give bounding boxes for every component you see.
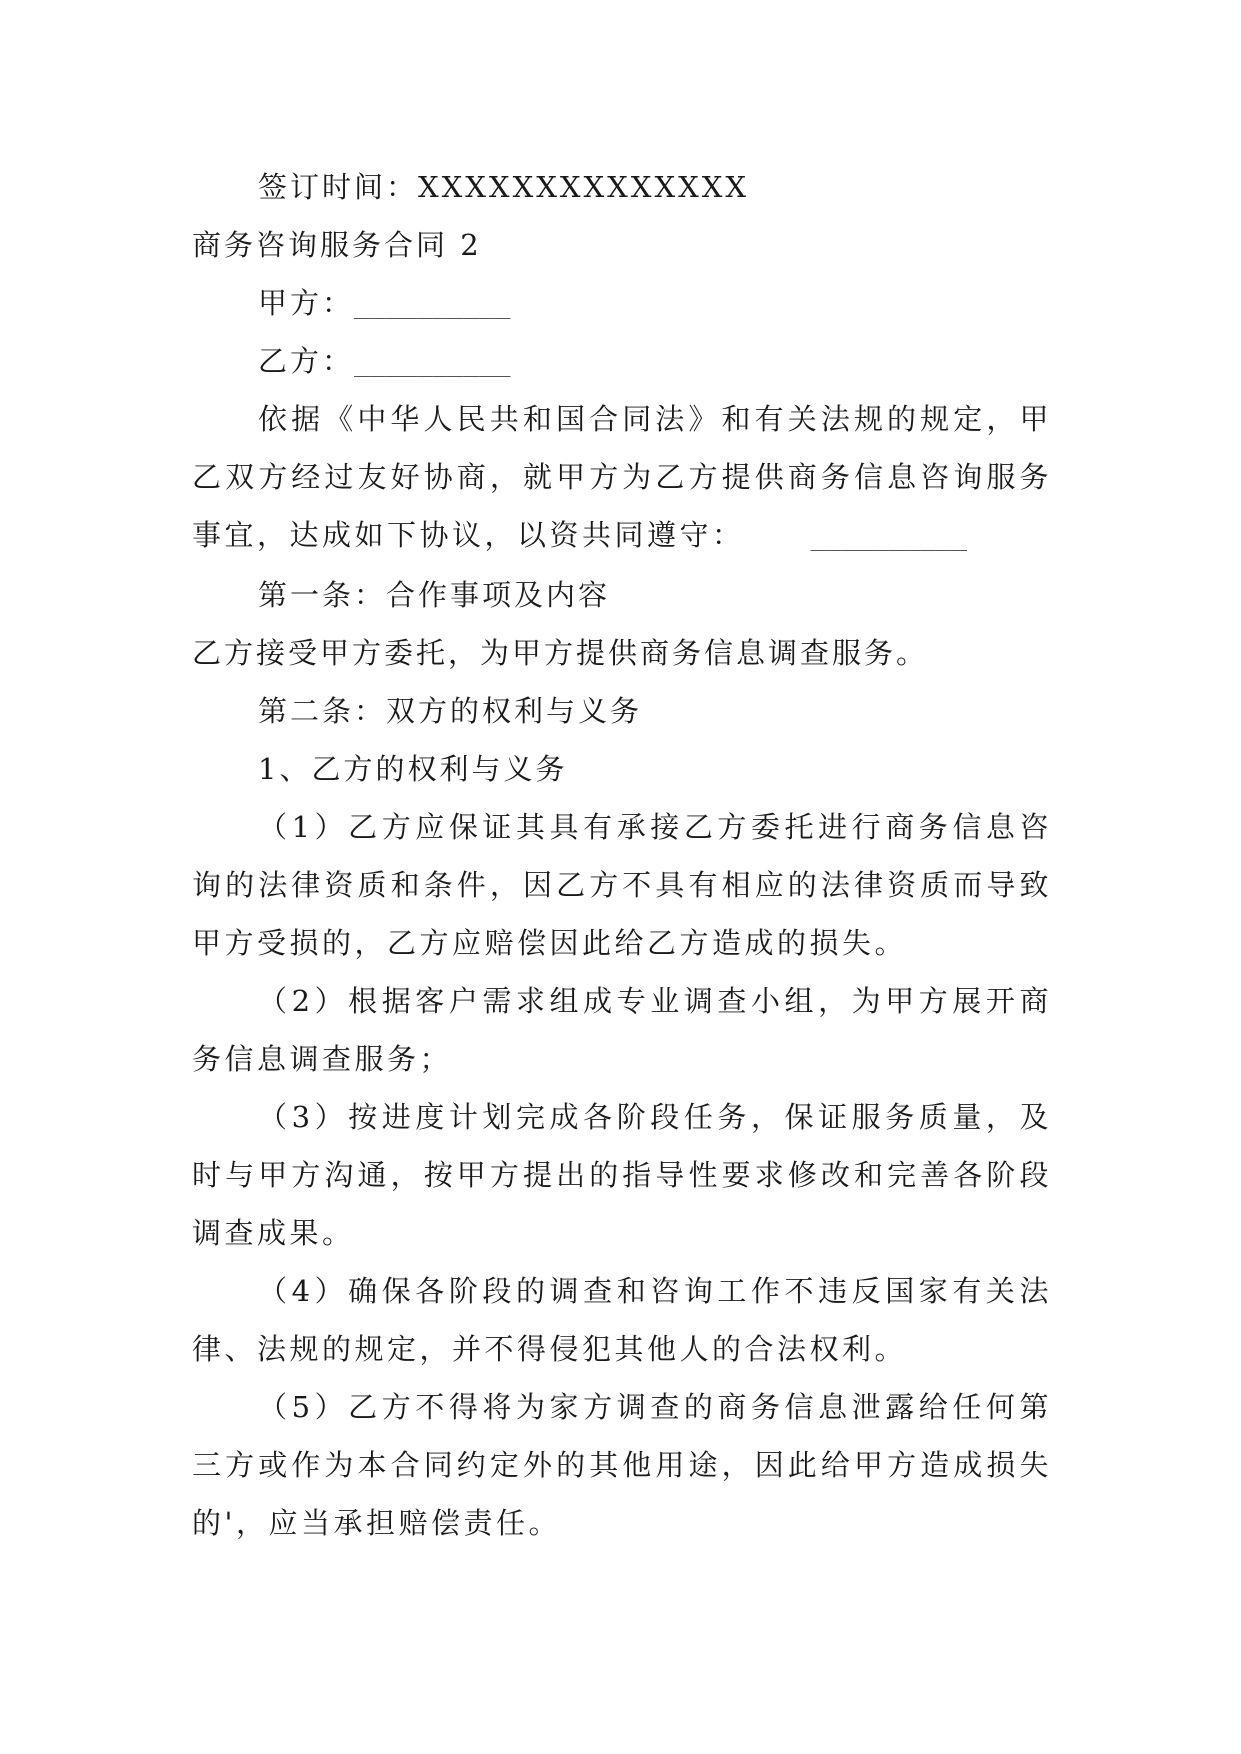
article1-body: 乙方接受甲方委托，为甲方提供商务信息调查服务。 — [192, 636, 929, 670]
article2-heading: 第二条：双方的权利与义务 — [258, 694, 643, 728]
intro-blank: __________ — [810, 522, 968, 552]
document-page — [192, 158, 1052, 1552]
party-a-label: 甲方： — [258, 286, 355, 320]
party-b-blank: __________ — [354, 348, 511, 378]
contract-title: 商务咨询服务合同 2 — [192, 228, 482, 262]
party-a-line — [192, 274, 1052, 332]
item-3: （3）按进度计划完成各阶段任务，保证服务质量，及时与甲方沟通，按甲方提出的指导性要求修改和完善各阶段调查成果。 — [192, 1100, 1052, 1250]
intro-text: 依据《中华人民共和国合同法》和有关法规的规定，甲乙双方经过友好协商，就甲方为乙方提供商务信息咨询服务事宜，达成如下协议，以资共同遵守： — [192, 402, 1052, 552]
signing-time: 签订时间：XXXXXXXXXXXXXX — [258, 170, 750, 204]
party-b-line — [192, 332, 1052, 390]
section1-heading: 1、乙方的权利与义务 — [258, 752, 568, 786]
item-2: （2）根据客户需求组成专业调查小组，为甲方展开商务信息调查服务； — [192, 984, 1052, 1076]
party-a-blank: __________ — [354, 290, 511, 320]
intro-paragraph — [192, 390, 1052, 566]
item-5: （5）乙方不得将为家方调查的商务信息泄露给任何第三方或作为本合同约定外的其他用途，因此给甲方造成损失的'，应当承担赔偿责任。 — [192, 1390, 1052, 1540]
article1-heading: 第一条：合作事项及内容 — [258, 578, 611, 612]
item-1: （1）乙方应保证其具有承接乙方委托进行商务信息咨询的法律资质和条件，因乙方不具有相应的法律资质而导致甲方受损的，乙方应赔偿因此给乙方造成的损失。 — [192, 810, 1052, 960]
item-4: （4）确保各阶段的调查和咨询工作不违反国家有关法律、法规的规定，并不得侵犯其他人的合法权利。 — [192, 1274, 1052, 1366]
party-b-label: 乙方： — [258, 344, 355, 378]
